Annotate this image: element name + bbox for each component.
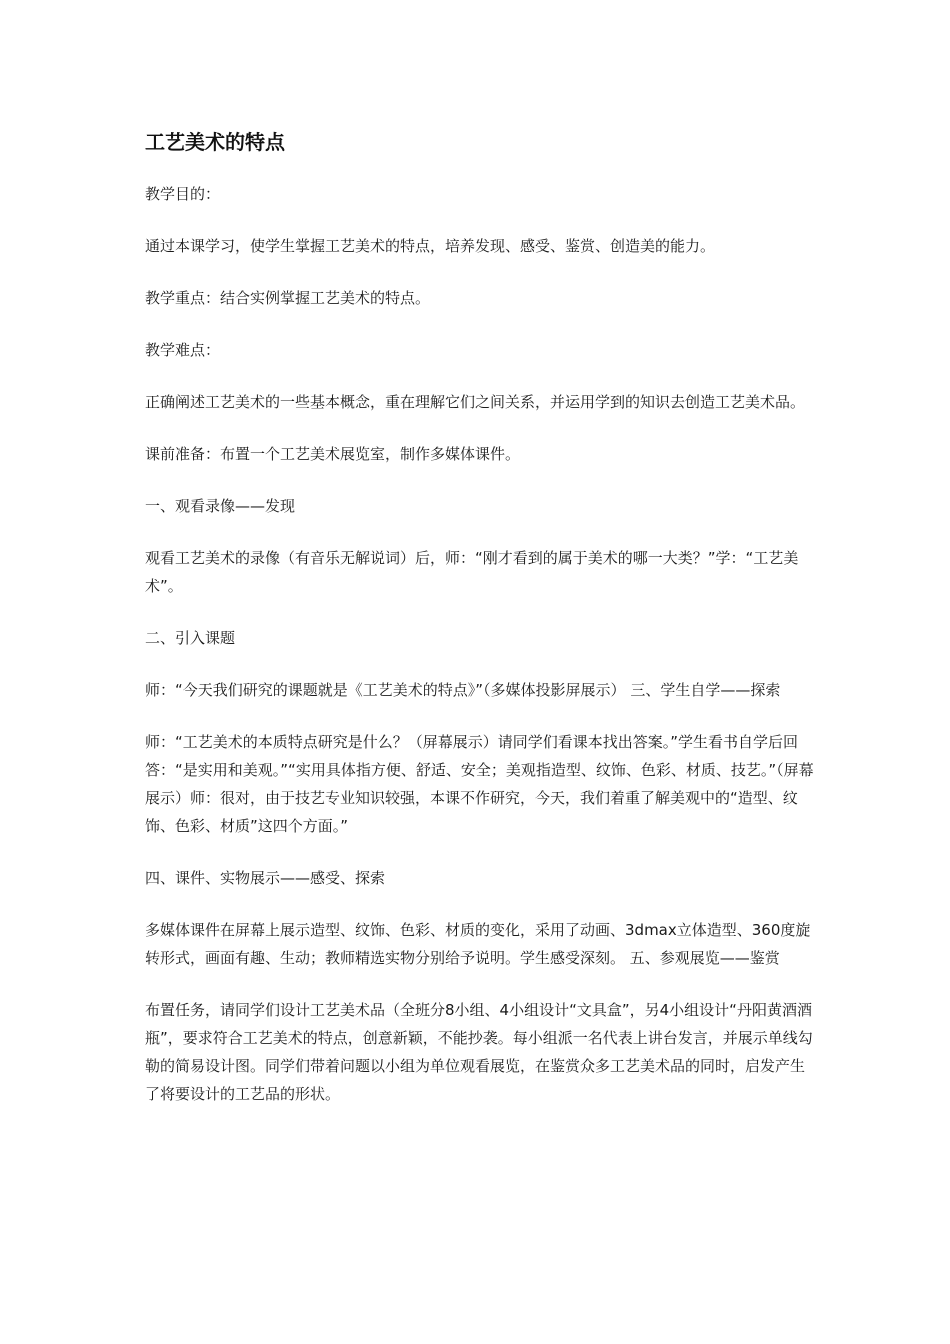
document-page [145,128,815,1132]
section-heading-introduce-topic: 二、引入课题 [145,629,236,647]
paragraph-watch-video: 观看工艺美术的录像（有音乐无解说词）后，师：“刚才看到的属于美术的哪一大类？”学：“工艺美术”。 [145,549,799,595]
paragraph-difficulty-heading: 教学难点： [145,341,221,359]
document-title: 工艺美术的特点 [145,130,285,154]
paragraph-introduce-topic: 师：“今天我们研究的课题就是《工艺美术的特点》”（多媒体投影屏展示） 三、学生自学——探索 [145,681,781,699]
paragraph-difficulty: 正确阐述工艺美术的一些基本概念，重在理解它们之间关系，并运用学到的知识去创造工艺美术品。 [145,393,806,411]
paragraph-key-point: 教学重点：结合实例掌握工艺美术的特点。 [145,289,431,307]
paragraph-courseware: 多媒体课件在屏幕上展示造型、纹饰、色彩、材质的变化，采用了动画、3dmax立体造型、360度旋转形式，画面有趣、生动；教师精选实物分别给予说明。学生感受深刻。 五、参观展览——鉴赏 [145,921,811,967]
paragraph-self-study: 师：“工艺美术的本质特点研究是什么？（屏幕展示）请同学们看课本找出答案。”学生看书自学后回答：“是实用和美观。”“实用具体指方便、舒适、安全；美观指造型、纹饰、色彩、材质、技艺。”（屏幕展示）师：很对，由于技艺专业知识较强，本课不作研究，今天，我们着重了解美观中的“造型、纹饰、色彩、材质”这四个方面。” [145,733,814,835]
paragraph-assignment: 布置任务，请同学们设计工艺美术品（全班分8小组、4小组设计“文具盒”，另4小组设计“丹阳黄酒酒瓶”，要求符合工艺美术的特点，创意新颖，不能抄袭。每小组派一名代表上讲台发言，并展示单线勾勒的简易设计图。同学们带着问题以小组为单位观看展览，在鉴赏众多工艺美术品的同时，启发产生了将要设计的工艺品的形状。 [145,1001,813,1103]
section-heading-watch-video: 一、观看录像——发现 [145,497,296,515]
section-heading-courseware: 四、课件、实物展示——感受、探索 [145,869,386,887]
paragraph-teaching-goal: 通过本课学习，使学生掌握工艺美术的特点，培养发现、感受、鉴赏、创造美的能力。 [145,237,716,255]
paragraph-teaching-goal-heading: 教学目的： [145,185,221,203]
paragraph-preparation: 课前准备：布置一个工艺美术展览室，制作多媒体课件。 [145,445,521,463]
